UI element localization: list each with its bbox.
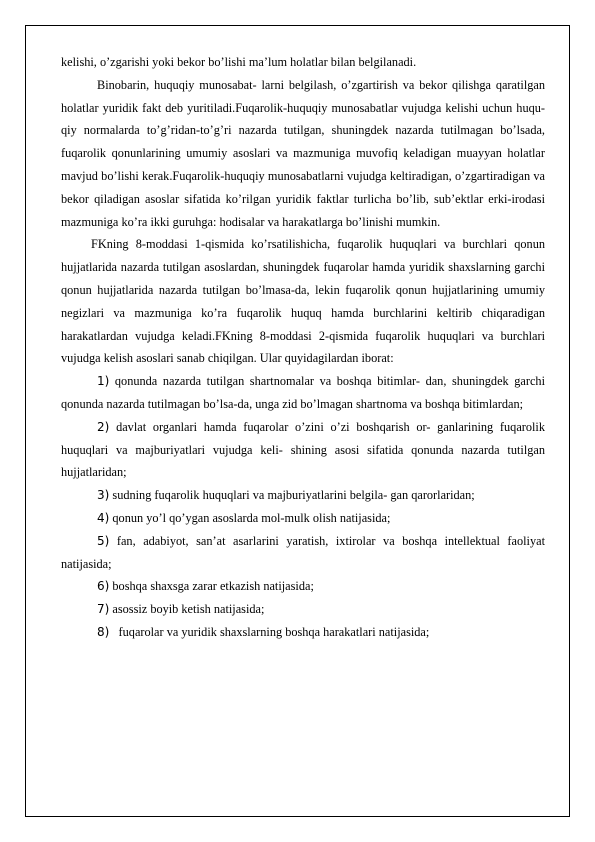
list-item-number: 5)	[97, 533, 110, 548]
paragraph-legal-facts: Binobarin, huquqiy munosabat- larni belgilash, o’zgartirish va bekor qilishga qaratilgan holatlar yuridik fakt deb yuritiladi.Fuqarolik-huquqiy munosabatlar vujudga kelishi uchun huqu- qiy normalarda to’g’ridan-to’g’ri nazarda tutilgan, shuningdek nazarda tutilmagan bo’lsada, fuqarolik qonunlarining umumiy asoslari va mazmuniga muvofiq keladigan muayyan holatlar mavjud bo’lishi kerak.Fuqarolik-huquqiy munosabatlarni vujudga keltiradigan, o’zgartiradigan va bekor qiladigan asoslar sifatida ko’rilgan yuridik faktlar turlicha bo’lib, sub’ektlar erki-irodasi mazmuniga ko’ra ikki guruhga: hodisalar va harakatlarga bo’linishi mumkin.	[61, 77, 545, 229]
list-item	[61, 575, 545, 598]
list-item-text: qonunda nazarda tutilgan shartnomalar va boshqa bitimlar- dan, shuningdek garchi qonunda nazarda tutilmagan bo’lsa-da, unga zid bo’lmagan shartnoma va boshqa bitimlardan;	[61, 374, 545, 411]
list-item-number: 2)	[97, 419, 110, 434]
list-item	[61, 621, 545, 644]
list-item	[61, 507, 545, 530]
list-item-number: 3)	[97, 488, 110, 503]
list-item-text: asossiz boyib ketish natijasida;	[109, 602, 265, 617]
paragraph-fk-article-8: FKning 8-moddasi 1-qismida ko’rsatilishicha, fuqarolik huquqlari va burchlari qonun hujjatlarida nazarda tutilgan asoslardan, shuningdek fuqarolar hamda yuridik shaxslarning garchi qonun hujjatlarida nazarda tutilgan bo’lmasa-da, lekin fuqarolik qonun hujjatlarining umumiy negizlari va mazmuniga ko’ra fuqarolik huquq hamda burchlarini keltirib chiqaradigan harakatlardan vujudga keladi.FKning 8-moddasi 2-qismida fuqarolik huquqlari va burchlari vujudga kelish asoslari sanab chiqilgan. Ular quyidagilardan iborat:	[61, 237, 545, 366]
paragraph-intro: kelishi, o’zgarishi yoki bekor bo’lishi ma’lum holatlar bilan belgilanadi.	[61, 55, 417, 69]
list-item-number: 1)	[97, 374, 110, 389]
list-item-text: qonun yo’l qo’ygan asoslarda mol-mulk olish natijasida;	[109, 510, 391, 525]
list-item	[61, 370, 545, 416]
list-item	[61, 416, 545, 484]
list-item-text: fan, adabiyot, san’at asarlarini yaratish, ixtirolar va boshqa intellektual faoliyat natijasida;	[61, 533, 545, 571]
list-item	[61, 598, 545, 621]
list-item-text: davlat organlari hamda fuqarolar o’zini o’zi boshqarish or- ganlarining fuqarolik huquqlari va majburiyatlari vujudga keli- shining asosi sifatida qonunda nazarda tutilgan hujjatlaridan;	[61, 419, 545, 480]
list-item-number: 7)	[97, 602, 110, 617]
list-item-text: sudning fuqarolik huquqlari va majburiyatlarini belgila- gan qarorlaridan;	[109, 488, 475, 503]
list-item	[61, 530, 545, 576]
list-item-number: 8)	[97, 624, 110, 639]
list-item	[61, 484, 545, 507]
list-item-number: 4)	[97, 510, 110, 525]
document-body	[61, 51, 545, 644]
list-item-text: fuqarolar va yuridik shaxslarning boshqa harakatlari natijasida;	[109, 624, 430, 639]
list-item-number: 6)	[97, 579, 110, 594]
list-item-text: boshqa shaxsga zarar etkazish natijasida;	[109, 579, 314, 594]
